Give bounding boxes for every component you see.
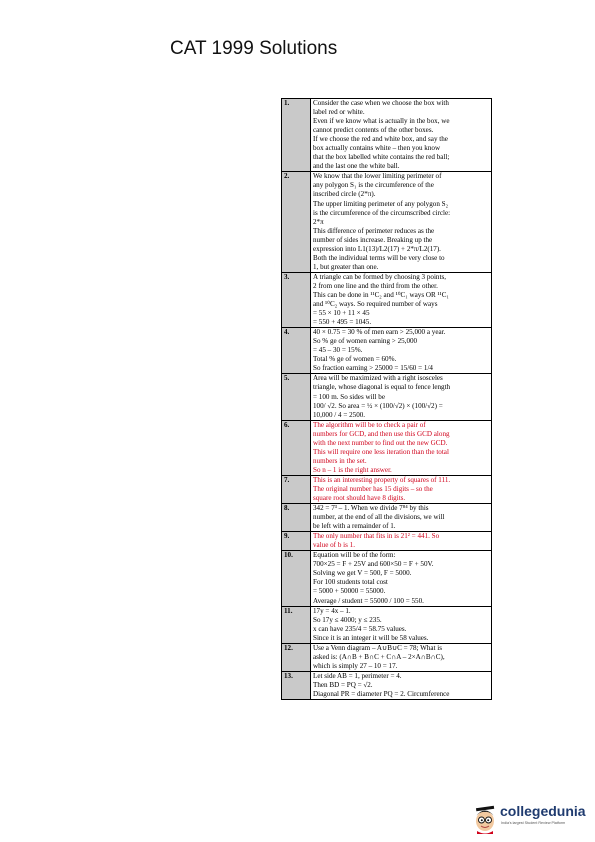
solution-line: square root should have 8 digits. <box>313 494 406 503</box>
solution-line: be left with a remainder of 1. <box>313 522 396 531</box>
solution-text <box>311 504 492 532</box>
solution-line: 2*π <box>313 217 324 226</box>
solution-line: = 45 – 30 = 15%. <box>313 346 363 355</box>
solution-line: If we choose the red and white box, and say the <box>313 135 448 144</box>
solution-line: = 550 + 495 = 1045. <box>313 318 372 327</box>
solution-line: value of b is 1. <box>313 541 355 550</box>
solution-row <box>282 328 492 374</box>
solution-line: numbers for GCD, and then use this GCD along <box>313 429 450 438</box>
solution-line: For 100 students total cost <box>313 578 388 587</box>
solution-text <box>311 328 492 374</box>
solution-text <box>311 551 492 606</box>
solution-line: = 55 × 10 + 11 × 45 <box>313 309 370 318</box>
solution-line: any polygon S₁ is the circumference of the <box>313 181 434 190</box>
solution-line: = 100 m. So sides will be <box>313 392 385 401</box>
solution-row <box>282 172 492 273</box>
solution-line: So 17y ≤ 4000; y ≤ 235. <box>313 615 382 624</box>
solution-line: 100/ √2. So area = ½ × (100/√2) × (100/√2) = <box>313 401 443 410</box>
question-number: 11. <box>282 606 311 643</box>
question-number: 6. <box>282 420 311 475</box>
solution-line: Consider the case when we choose the box with <box>313 99 449 107</box>
solution-line: Equation will be of the form: <box>313 551 396 560</box>
solution-line: x can have 235/4 = 58.75 values. <box>313 624 407 633</box>
solution-row <box>282 374 492 420</box>
solution-row <box>282 671 492 699</box>
question-number: 8. <box>282 504 311 532</box>
solution-line: number of sides increase. Breaking up the <box>313 235 433 244</box>
solution-line: label red or white. <box>313 108 365 117</box>
solution-line: 700×25 = F + 25V and 600×50 = F + 50V. <box>313 560 434 569</box>
solution-line: 17y = 4x – 1. <box>313 606 351 615</box>
solution-row <box>282 532 492 551</box>
question-number: 3. <box>282 272 311 327</box>
solution-line: So fraction earning > 25000 = 15/60 = 1/4 <box>313 364 433 373</box>
collegedunia-logo[interactable] <box>470 802 590 836</box>
question-number: 1. <box>282 99 311 172</box>
question-number: 9. <box>282 532 311 551</box>
solutions-table-body <box>282 99 492 700</box>
solution-line: The original number has 15 digits – so the <box>313 484 433 493</box>
question-number: 5. <box>282 374 311 420</box>
solution-line: This is an interesting property of squares of 111. <box>313 475 451 484</box>
solution-line: Both the individual terms will be very close to <box>313 253 445 262</box>
solution-text <box>311 475 492 503</box>
solution-line: and ¹⁰C₂ ways. So required number of ways <box>313 300 438 309</box>
solution-line: = 5000 + 50000 = 55000. <box>313 587 386 596</box>
solution-line: Then BD = PQ = √2. <box>313 680 373 689</box>
solution-text <box>311 532 492 551</box>
solution-line: This will require one less iteration than the total <box>313 447 449 456</box>
solution-line: 40 × 0.75 = 30 % of men earn > 25,000 a year. <box>313 328 446 337</box>
solution-line: Diagonal PR = diameter PQ = 2. Circumference <box>313 690 450 698</box>
solution-line: Use a Venn diagram – A∪B∪C = 78; What is <box>313 643 442 652</box>
question-number: 10. <box>282 551 311 606</box>
solution-line: numbers in the set. <box>313 456 367 465</box>
solution-text <box>311 420 492 475</box>
solution-line: The only number that fits in is 21² = 441. So <box>313 532 440 541</box>
solution-line: which is simply 27 – 10 = 17. <box>313 661 398 670</box>
solution-row <box>282 475 492 503</box>
solution-line: inscribed circle (2*π). <box>313 190 376 199</box>
solution-line: The algorithm will be to check a pair of <box>313 420 426 429</box>
solution-line: Average / student = 55000 / 100 = 550. <box>313 596 424 605</box>
solution-line: cannot predict contents of the other boxes. <box>313 126 434 135</box>
question-number: 12. <box>282 643 311 671</box>
solution-row <box>282 272 492 327</box>
solution-text <box>311 272 492 327</box>
solution-text <box>311 374 492 420</box>
solution-line: triangle, whose diagonal is equal to fence length <box>313 383 451 392</box>
solution-text <box>311 172 492 273</box>
solution-line: and the last one the white ball. <box>313 162 400 171</box>
logo-tagline: India's largest Student Review Platform <box>501 821 566 825</box>
solution-line: 2 from one line and the third from the other. <box>313 281 438 290</box>
solution-row <box>282 420 492 475</box>
solution-row <box>282 99 492 172</box>
solution-row <box>282 643 492 671</box>
solution-text <box>311 643 492 671</box>
solution-line: So % ge of women earning > 25,000 <box>313 337 418 346</box>
solution-line: that the box labelled white contains the red ball; <box>313 153 450 162</box>
solution-row <box>282 606 492 643</box>
solution-line: asked is: (A∩B + B∩C + C∩A – 2×A∩B∩C), <box>313 652 445 661</box>
solution-line: with the next number to find out the new GCD. <box>313 438 448 447</box>
solution-line: Even if we know what is actually in the box, we <box>313 117 450 126</box>
solution-text <box>311 606 492 643</box>
solution-line: This difference of perimeter reduces as the <box>313 226 435 235</box>
question-number: 13. <box>282 671 311 699</box>
logo-name: collegedunia <box>500 803 586 819</box>
solution-line: Total % ge of women = 60%. <box>313 355 397 364</box>
solution-text <box>311 671 492 699</box>
solution-line: 342 = 7³ – 1. When we divide 7⁸⁴ by this <box>313 504 429 513</box>
solution-line: 1, but greater than one. <box>313 262 379 271</box>
solution-line: is the circumference of the circumscribed circle: <box>313 208 451 217</box>
solution-line: box actually contains white – then you know <box>313 144 441 153</box>
page-title: CAT 1999 Solutions <box>170 38 338 59</box>
solution-text <box>311 99 492 172</box>
solution-line: Let side AB = 1, perimeter = 4. <box>313 671 402 680</box>
question-number: 2. <box>282 172 311 273</box>
solution-line: 10,000 / 4 = 2500. <box>313 410 366 419</box>
solutions-table <box>281 98 492 700</box>
solution-row <box>282 504 492 532</box>
solution-line: Area will be maximized with a right isosceles <box>313 374 443 383</box>
solution-line: The upper limiting perimeter of any polygon S₂ <box>313 199 449 208</box>
solution-line: expression into L1(13)/L2(17) + 2*π/L2(17). <box>313 244 441 253</box>
solution-line: This can be done in ¹¹C₂ and ¹⁰C₁ ways OR ¹¹C₁ <box>313 290 449 299</box>
solution-line: We know that the lower limiting perimeter of <box>313 172 442 181</box>
graduate-mascot-icon <box>470 802 500 834</box>
question-number: 4. <box>282 328 311 374</box>
solution-line: Solving we get V = 500, F = 5000. <box>313 569 412 578</box>
solution-line: Since it is an integer it will be 58 values. <box>313 633 429 642</box>
solution-line: So n – 1 is the right answer. <box>313 465 392 474</box>
solution-row <box>282 551 492 606</box>
question-number: 7. <box>282 475 311 503</box>
solution-line: number, at the end of all the divisions, we will <box>313 513 445 522</box>
solution-line: A triangle can be formed by choosing 3 points, <box>313 272 446 281</box>
